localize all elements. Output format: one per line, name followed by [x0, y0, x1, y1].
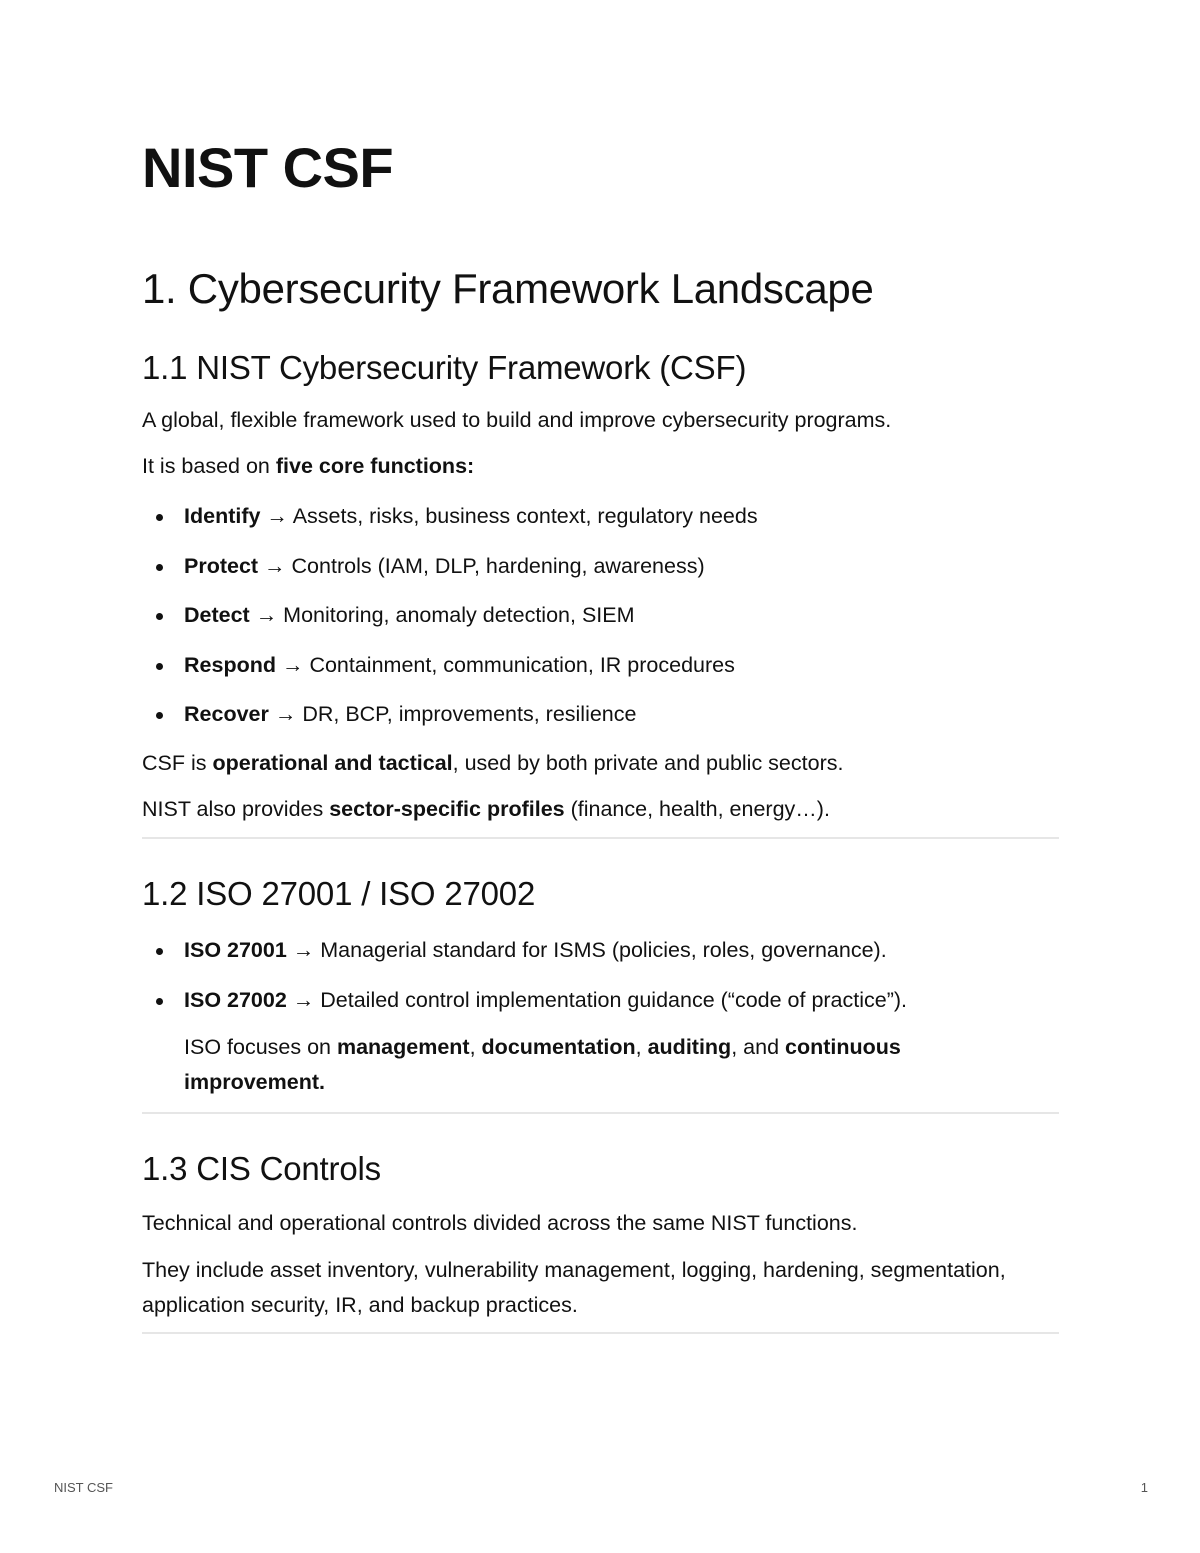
- divider: [142, 1332, 1059, 1334]
- paragraph: It is based on five core functions:: [142, 454, 475, 478]
- list-item: Identify → Assets, risks, business context, regulatory needs: [142, 499, 1042, 549]
- paragraph: They include asset inventory, vulnerability management, logging, hardening, segmentation, application security, IR, and backup practices.: [142, 1258, 1006, 1317]
- subsection-heading-1-3: 1.3 CIS Controls: [142, 1150, 381, 1187]
- paragraph: Technical and operational controls divided across the same NIST functions.: [142, 1211, 858, 1235]
- core-functions-list: [142, 499, 1042, 747]
- paragraph: NIST also provides sector-specific profiles (finance, health, energy…).: [142, 797, 830, 821]
- list-item: Protect → Controls (IAM, DLP, hardening, awareness): [142, 549, 1042, 599]
- document-title: NIST CSF: [142, 136, 394, 199]
- subsection-heading-1-2: 1.2 ISO 27001 / ISO 27002: [142, 875, 536, 912]
- iso-focus-note: ISO focuses on management, documentation, auditing, and continuous improvement.: [184, 1035, 901, 1094]
- list-item: Recover → DR, BCP, improvements, resilience: [142, 697, 1042, 747]
- list-item: Respond → Containment, communication, IR procedures: [142, 648, 1042, 698]
- bullet: [156, 663, 163, 670]
- list-item: ISO 27002 → Detailed control implementation guidance (“code of practice”).: [142, 983, 1042, 1033]
- paragraph: CSF is operational and tactical, used by both private and public sectors.: [142, 751, 844, 775]
- bullet: [156, 564, 163, 571]
- section-heading: 1. Cybersecurity Framework Landscape: [142, 265, 874, 312]
- divider: [142, 837, 1059, 839]
- list-item: ISO 27001 → Managerial standard for ISMS (policies, roles, governance).: [142, 933, 1042, 983]
- subsection-heading-1-1: 1.1 NIST Cybersecurity Framework (CSF): [142, 349, 747, 386]
- footer-page-number: 1: [1140, 1480, 1148, 1495]
- paragraph: A global, flexible framework used to build and improve cybersecurity programs.: [142, 408, 892, 432]
- bullet: [156, 998, 163, 1005]
- bullet: [156, 712, 163, 719]
- list-item: Detect → Monitoring, anomaly detection, SIEM: [142, 598, 1042, 648]
- bullet: [156, 613, 163, 620]
- bullet: [156, 514, 163, 521]
- divider: [142, 1112, 1059, 1114]
- bullet: [156, 948, 163, 955]
- footer-document-name: NIST CSF: [54, 1480, 113, 1495]
- iso-list: [142, 933, 1042, 1032]
